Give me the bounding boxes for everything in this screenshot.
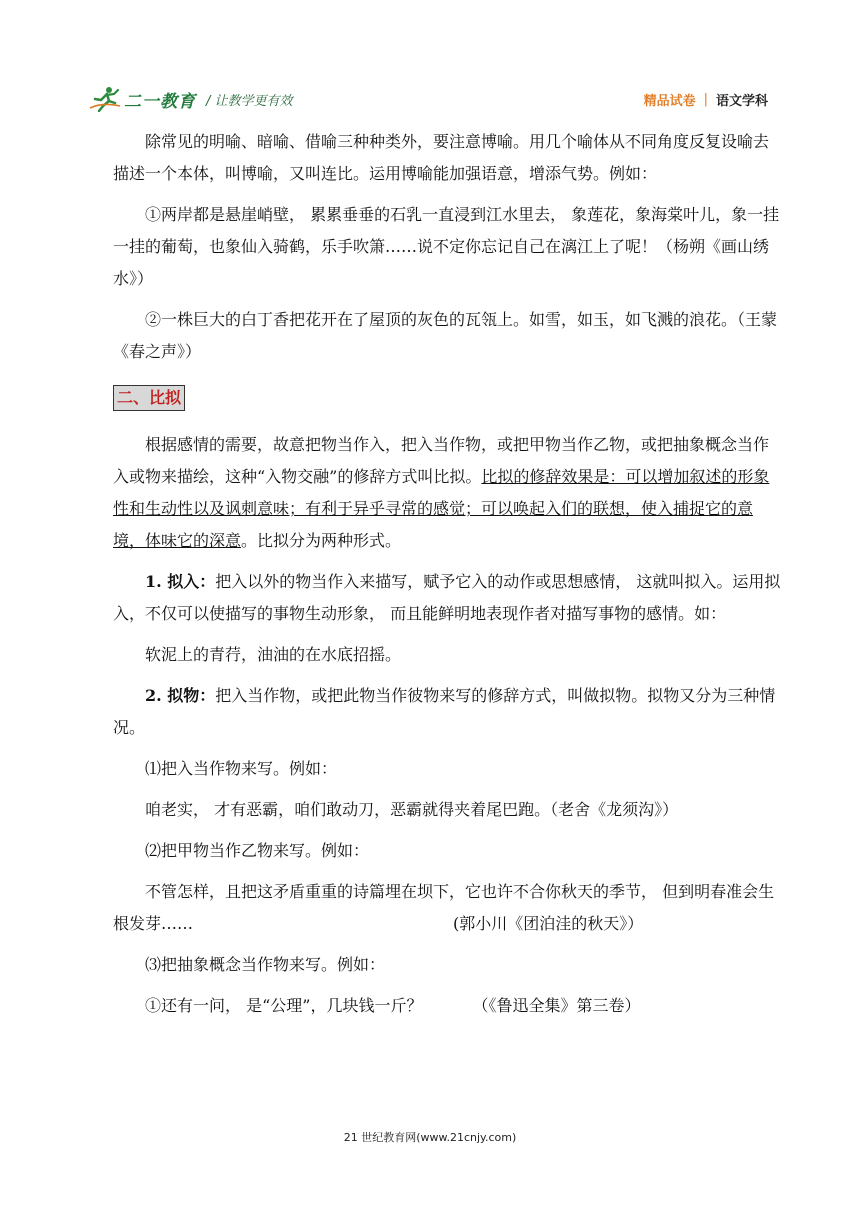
example-paragraph: ①两岸都是悬崖峭壁， 累累垂垂的石乳一直浸到江水里去， 象莲花，象海棠叶儿，象一挂一挂的葡萄，也象仙入骑鹤，乐手吹箫……说不定你忘记自己在漓江上了呢！（杨朔《画山绣水》）: [113, 205, 780, 288]
sub-item: ⑶把抽象概念当作物来写。例如：: [145, 955, 386, 974]
header-tags: [644, 90, 768, 109]
runner-logo-icon: [88, 86, 122, 112]
brand-name: 二一教育: [124, 91, 196, 112]
definition-tail: 。比拟分为两种形式。: [241, 531, 402, 550]
example-source: （《鲁迅全集》第三卷）: [472, 996, 641, 1015]
sub-item: ⑵把甲物当作乙物来写。例如：: [145, 841, 370, 860]
brand-slogan: / 让教学更有效: [206, 93, 293, 109]
example-source: (郭小川《团泊洼的秋天》）: [453, 914, 644, 933]
document-body: [113, 126, 783, 1031]
example-paragraph: 咱老实， 才有恶霸，咱们敢动刀，恶霸就得夹着尾巴跑。（老舍《龙须沟》）: [145, 800, 679, 819]
example-paragraph: [113, 990, 783, 1022]
subsection-text: 把入以外的物当作入来描写，赋予它入的动作或思想感情， 这就叫拟入。运用拟入，不仅可以使描写的事物生动形象， 而且能鲜明地表现作者对描写事物的感情。如：: [113, 572, 781, 623]
tag-quality-paper: 精品试卷: [643, 94, 696, 109]
example-text: 不管怎样，且把这矛盾重重的诗篇埋在坝下，它也许不合你秋天的季节， 但到明春准会生根发芽……: [113, 882, 775, 933]
paragraph-definition: [113, 429, 783, 557]
subsection-objectification: [113, 680, 783, 744]
example-paragraph: [113, 876, 783, 940]
logo: [88, 86, 293, 112]
subsection-text: 把入当作物，或把此物当作彼物来写的修辞方式，叫做拟物。拟物又分为三种情况。: [113, 686, 776, 737]
section-heading: 二、比拟: [113, 385, 185, 411]
definition-text: 根据感情的需要，故意把物当作入，把入当作物，或把甲物当作乙物，或把抽象概念当作入或物来描绘，这种“入物交融”的修辞方式叫比拟。: [113, 435, 770, 486]
paragraph-bo-yu: 除常见的明喻、暗喻、借喻三种种类外，要注意博喻。用几个喻体从不同角度反复设喻去描述一个本体，叫博喻，又叫连比。运用博喻能加强语意，增添气势。例如：: [113, 132, 770, 183]
subsection-label: 1. 拟入：: [145, 572, 216, 591]
tag-subject: 语文学科: [715, 94, 768, 109]
page-footer: 21 世纪教育网(www.21cnjy.com): [343, 1131, 517, 1144]
definition-underlined: 比拟的修辞效果是：可以增加叙述的形象性和生动性以及讽刺意味；有利于异乎寻常的感觉；可以唤起入们的联想，使入捕捉它的意境，体味它的深意: [113, 467, 770, 550]
tag-separator: |: [703, 92, 708, 107]
page-header: [88, 86, 768, 114]
subsection-label: 2. 拟物：: [145, 686, 216, 705]
example-text: ①还有一问， 是“公理”，几块钱一斤？: [145, 996, 423, 1015]
example-paragraph: ②一株巨大的白丁香把花开在了屋顶的灰色的瓦瓴上。如雪，如玉，如飞溅的浪花。（王蒙《春之声》）: [113, 310, 778, 361]
subsection-personification: [113, 566, 783, 630]
example-paragraph: 软泥上的青荇，油油的在水底招摇。: [145, 645, 402, 664]
sub-item: ⑴把入当作物来写。例如：: [145, 759, 338, 778]
